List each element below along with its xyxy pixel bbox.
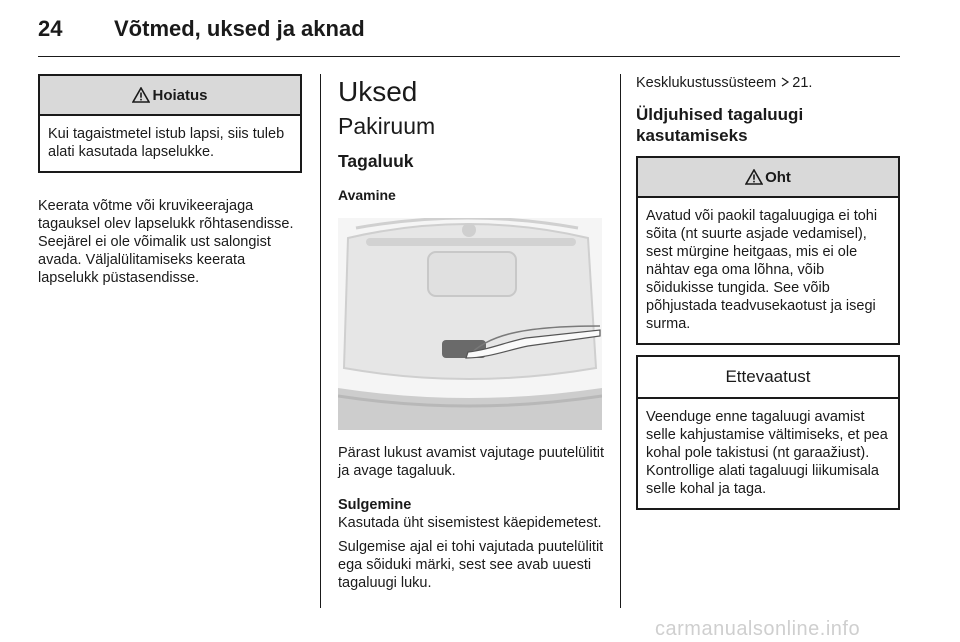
cross-reference-page: 21. [792, 75, 813, 91]
warning-box [38, 74, 302, 173]
chapter-title: Võtmed, uksed ja aknad [114, 16, 365, 41]
column-divider [620, 74, 621, 608]
danger-box-title [638, 158, 898, 198]
opening-heading: Avamine [338, 187, 396, 203]
watermark: carmanualsonline.info [655, 618, 861, 640]
danger-text: Avatud või paokil tagaluugiga ei tohi sõita (nt suurte asjade vedamisel), sest mürgine heitgaas, mis ei ole nähtav ega oma lõhna, võib sõidukisse tungida. See võib põhjustada teadvusekaotust ja isegi surma. [646, 208, 878, 332]
closing-text-1: Kasutada üht sisemistest käepidemetest. [338, 515, 602, 531]
warning-box-title [40, 76, 300, 116]
closing-text-2: Sulgemise ajal ei tohi vajutada puutelülitit ega sõiduki märki, sest see avab uuesti tagaluugi luku. [338, 539, 604, 591]
danger-box [636, 156, 900, 345]
warning-text: Kui tagaistmetel istub lapsi, siis tuleb alati kasutada lapselukke. [48, 126, 285, 160]
column-left [38, 74, 302, 287]
warning-title-label: Hoiatus [152, 86, 208, 104]
page-number: 24 [38, 16, 63, 41]
danger-title-label: Oht [765, 168, 791, 186]
page-header [38, 12, 900, 57]
caution-box-title: Ettevaatust [638, 357, 898, 399]
caution-text: Veenduge enne tagaluugi avamist selle kahjustamise vältimiseks, et pea kohal pole takistusi (nt garaažiust). Kontrollige alati tagaluugi liikumisala selle kohal ja taga. [646, 409, 888, 497]
column-right [636, 74, 900, 510]
after-image-text: Pärast lukust avamist vajutage puutelülitit ja avage tagaluuk. [338, 445, 604, 479]
warning-triangle-icon [745, 169, 763, 185]
child-lock-paragraph: Keerata võtme või kruvikeerajaga tagauksel olev lapselukk rõhtasendisse. Seejärel ei ole võimalik ust salongist avada. Väljalülitamiseks keerata lapselukk püstasendisse. [38, 198, 294, 286]
closing-heading: Sulgemine [338, 497, 412, 513]
section-heading: Uksed [338, 76, 418, 107]
cross-reference [636, 74, 900, 92]
caution-box [636, 355, 900, 510]
tailgate-illustration [338, 218, 602, 430]
arrow-right-icon [780, 74, 792, 92]
column-divider [320, 74, 321, 608]
general-heading: Üldjuhised tagaluugi kasutamiseks [636, 105, 804, 145]
warning-triangle-icon [132, 87, 150, 103]
subsection-heading: Pakiruum [338, 113, 436, 139]
column-middle [338, 74, 604, 592]
topic-heading: Tagaluuk [338, 151, 414, 171]
cross-reference-text: Kesklukustussüsteem [636, 75, 777, 91]
